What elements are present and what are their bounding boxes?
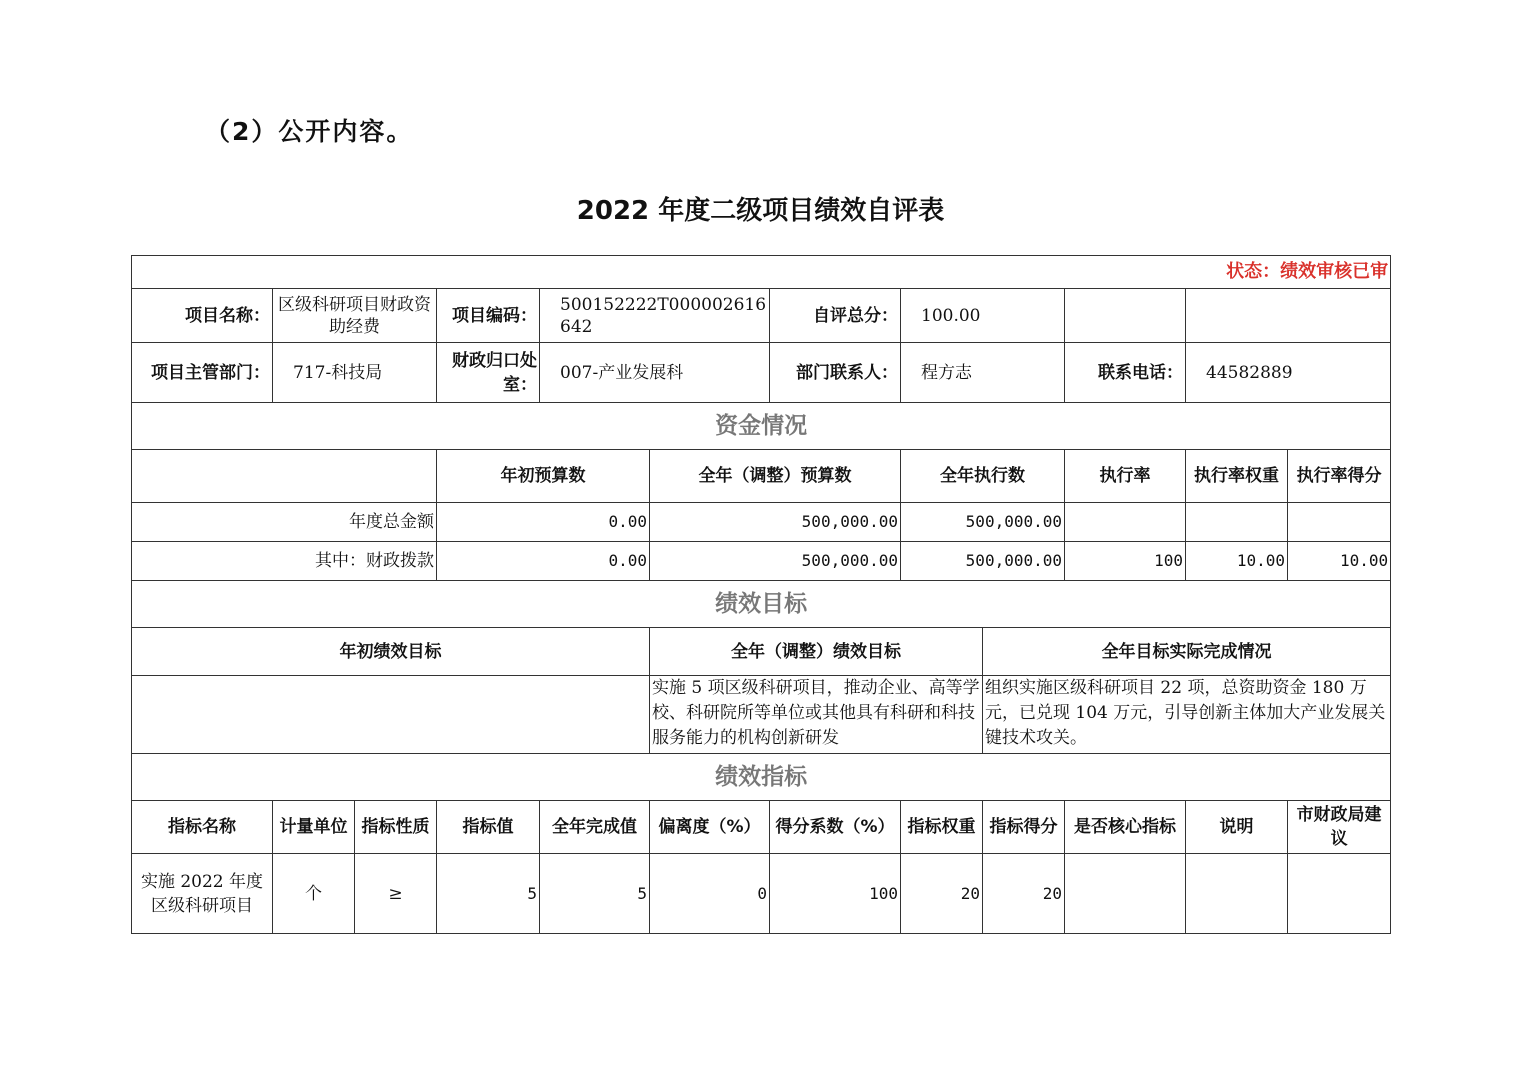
funds-cell-rate: 100 [1065, 542, 1186, 581]
ind-cell-nature: ≥ [355, 854, 437, 934]
funds-header-budget: 年初预算数 [437, 450, 650, 503]
contact-label: 部门联系人： [770, 343, 901, 403]
dept-label: 项目主管部门： [132, 343, 273, 403]
funds-row-label: 年度总金额 [132, 503, 437, 542]
phone-label: 联系电话： [1065, 343, 1186, 403]
funds-header-weight: 执行率权重 [1186, 450, 1288, 503]
ind-header-score: 指标得分 [983, 801, 1065, 854]
goals-adjusted-cell: 实施 5 项区级科研项目，推动企业、高等学校、科研院所等单位或其他具有科研和科技服务能力的机构创新研发 [650, 676, 983, 754]
funds-cell-budget: 0.00 [437, 503, 650, 542]
ind-cell-coef: 100 [770, 854, 901, 934]
finance-office-label: 财政归口处室： [437, 343, 540, 403]
ind-header-completed: 全年完成值 [540, 801, 650, 854]
ind-header-coef: 得分系数（%） [770, 801, 901, 854]
ind-header-note: 说明 [1186, 801, 1288, 854]
empty-cell [1186, 289, 1391, 343]
funds-cell-budget: 0.00 [437, 542, 650, 581]
ind-header-target: 指标值 [437, 801, 540, 854]
ind-cell-name: 实施 2022 年度区级科研项目 [132, 854, 273, 934]
empty-cell [1065, 289, 1186, 343]
ind-header-deviation: 偏离度（%） [650, 801, 770, 854]
funds-cell-score: 10.00 [1288, 542, 1391, 581]
ind-header-unit: 计量单位 [273, 801, 355, 854]
ind-cell-unit: 个 [273, 854, 355, 934]
funds-cell-executed: 500,000.00 [901, 542, 1065, 581]
contact-value: 程方志 [901, 343, 1065, 403]
ind-header-suggestion: 市财政局建议 [1288, 801, 1391, 854]
project-code-value: 500152222T000002616642 [540, 289, 770, 343]
funds-cell-weight [1186, 503, 1288, 542]
goals-header-actual: 全年目标实际完成情况 [983, 628, 1391, 676]
ind-header-nature: 指标性质 [355, 801, 437, 854]
ind-header-weight: 指标权重 [901, 801, 983, 854]
score-value: 100.00 [901, 289, 1065, 343]
funds-cell-executed: 500,000.00 [901, 503, 1065, 542]
ind-cell-completed: 5 [540, 854, 650, 934]
goals-initial-cell [132, 676, 650, 754]
ind-cell-note [1186, 854, 1288, 934]
funds-header-score: 执行率得分 [1288, 450, 1391, 503]
funds-cell-score [1288, 503, 1391, 542]
ind-cell-deviation: 0 [650, 854, 770, 934]
funds-cell-adjusted: 500,000.00 [650, 503, 901, 542]
project-name-value: 区级科研项目财政资助经费 [273, 289, 437, 343]
ind-cell-weight: 20 [901, 854, 983, 934]
funds-row-label: 其中：财政拨款 [132, 542, 437, 581]
funds-cell-weight: 10.00 [1186, 542, 1288, 581]
indicators-section-title: 绩效指标 [132, 754, 1391, 801]
goals-section-title: 绩效目标 [132, 581, 1391, 628]
status-badge: 状态：绩效审核已审 [132, 256, 1391, 289]
goals-header-initial: 年初绩效目标 [132, 628, 650, 676]
phone-value: 44582889 [1186, 343, 1391, 403]
ind-header-name: 指标名称 [132, 801, 273, 854]
section-heading: （2）公开内容。 [205, 117, 414, 146]
project-code-label: 项目编码： [437, 289, 540, 343]
funds-cell-rate [1065, 503, 1186, 542]
empty-header-cell [132, 450, 437, 503]
ind-header-core: 是否核心指标 [1065, 801, 1186, 854]
page-title: 2022 年度二级项目绩效自评表 [576, 196, 945, 226]
dept-value: 717-科技局 [273, 343, 437, 403]
evaluation-table [131, 255, 1391, 934]
table-row [132, 854, 1391, 934]
funds-section-title: 资金情况 [132, 403, 1391, 450]
project-name-label: 项目名称： [132, 289, 273, 343]
finance-office-value: 007-产业发展科 [540, 343, 770, 403]
funds-header-rate: 执行率 [1065, 450, 1186, 503]
funds-header-adjusted: 全年（调整）预算数 [650, 450, 901, 503]
funds-cell-adjusted: 500,000.00 [650, 542, 901, 581]
funds-header-executed: 全年执行数 [901, 450, 1065, 503]
score-label: 自评总分： [770, 289, 901, 343]
goals-actual-cell: 组织实施区级科研项目 22 项，总资助资金 180 万元，已兑现 104 万元，引导创新主体加大产业发展关键技术攻关。 [983, 676, 1391, 754]
ind-cell-suggestion [1288, 854, 1391, 934]
goals-header-adjusted: 全年（调整）绩效目标 [650, 628, 983, 676]
ind-cell-core [1065, 854, 1186, 934]
ind-cell-target: 5 [437, 854, 540, 934]
ind-cell-score: 20 [983, 854, 1065, 934]
